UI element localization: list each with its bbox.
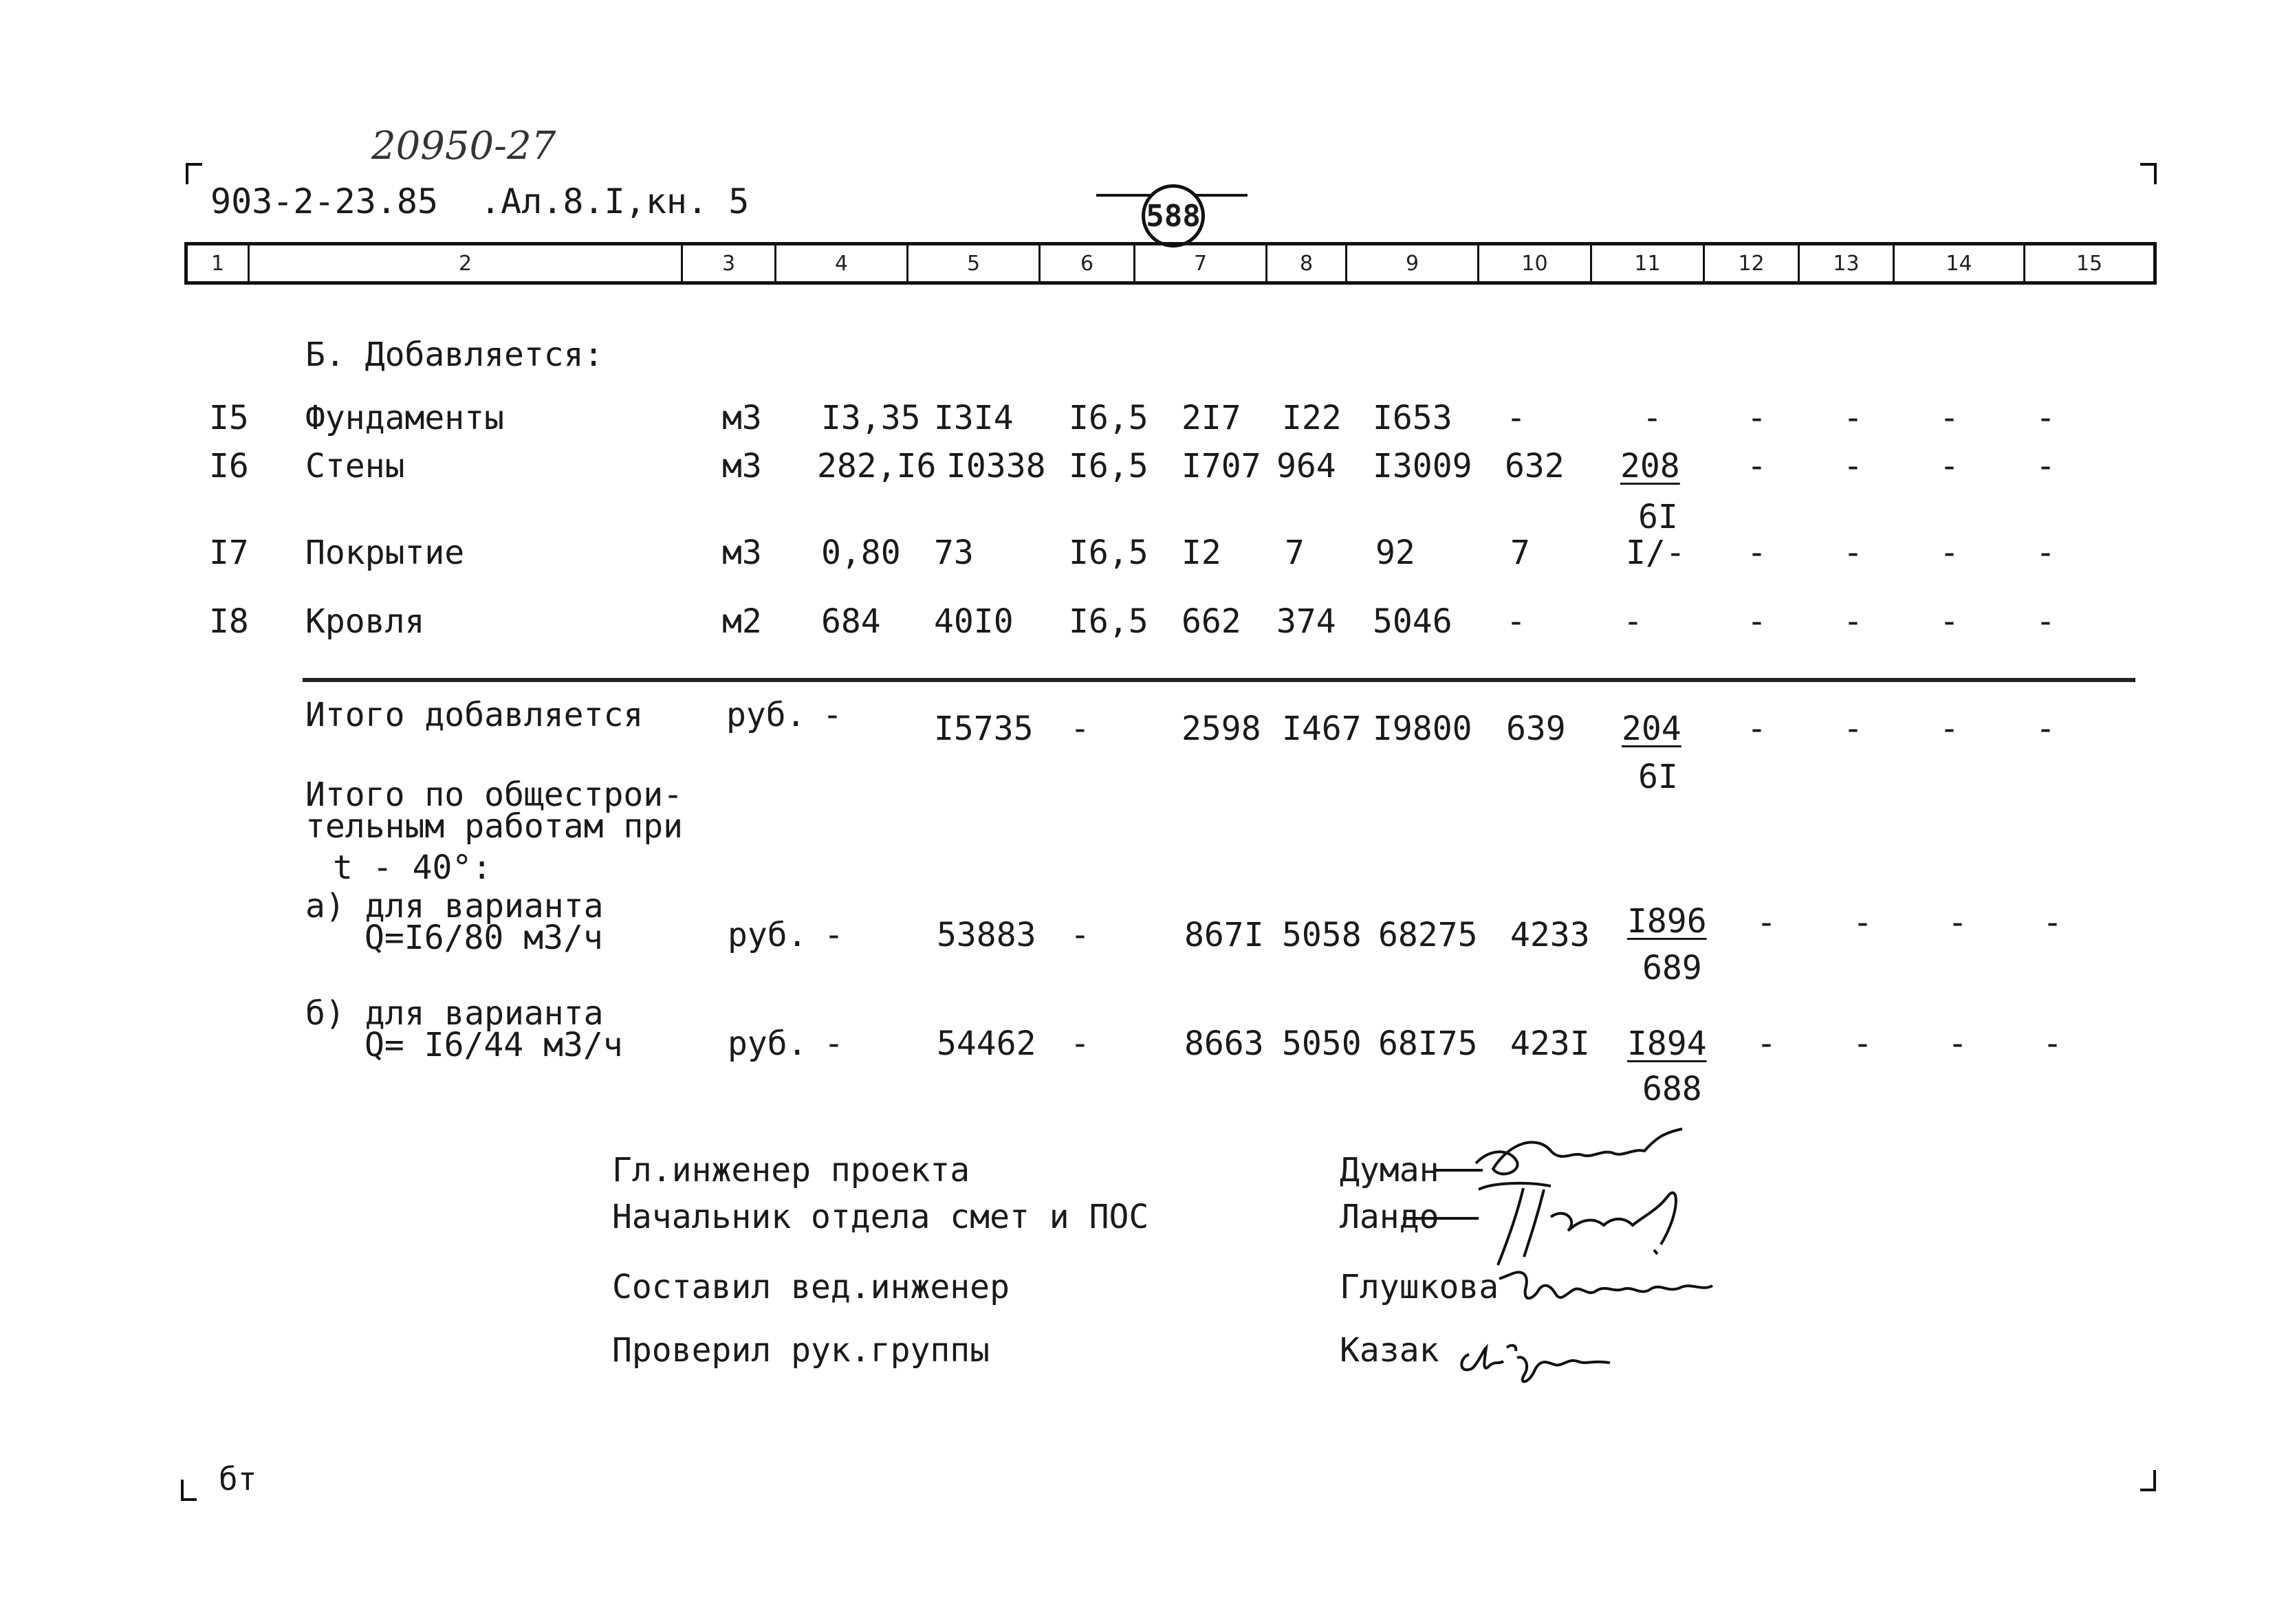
cell-col8: 5058 [1282,916,1362,954]
section-title: Б. Добавляется: [305,336,604,374]
column-number: 6 [1041,245,1135,281]
row-number: I6 [209,447,249,485]
cell-col11-numerator: I894 [1627,1024,1707,1063]
column-number: 7 [1135,245,1267,281]
cell-col6: - [1070,916,1090,954]
row-name: Кровля [305,602,425,641]
cell-col10: 632 [1505,447,1565,485]
cell-col8: I22 [1282,399,1342,437]
cell-col4: 684 [821,602,881,641]
signature-name: Ландо [1340,1198,1439,1236]
cell-col15: - [2036,534,2056,572]
cell-col6: - [1070,1024,1090,1063]
cell-col11: - [1623,602,1643,641]
cell-col10: - [1506,602,1526,641]
cell-col8: I467 [1282,710,1362,748]
document-code: 903-2-23.85 [210,182,439,221]
cell-col7: 662 [1182,602,1241,641]
cell-col14: - [1939,447,1959,485]
document-part: .Ал.8.I,кн. 5 [480,182,750,221]
total-general-line1: Итого по общестрои- [305,776,684,814]
cell-col11-denominator: 689 [1642,949,1702,987]
cell-col11-numerator: 204 [1622,710,1681,748]
cell-col11: I/- [1626,534,1686,572]
cell-col11-denominator: 688 [1642,1070,1702,1108]
cell-col6: I6,5 [1069,399,1149,437]
cell-col4: 0,80 [821,534,901,572]
cell-col4: - [824,916,844,954]
cell-col11-denominator: 6I [1638,758,1678,796]
cell-col5: 40I0 [934,602,1014,641]
column-number: 10 [1479,245,1592,281]
cell-col14: - [1939,710,1959,748]
cell-col14: - [1939,534,1959,572]
total-general-line3: t - 40°: [333,848,492,887]
signature-title: Гл.инженер проекта [612,1151,970,1189]
cell-col7: 2I7 [1182,399,1241,437]
signature-name: Казак [1340,1331,1439,1370]
cell-col12: - [1747,534,1767,572]
cell-col6: - [1070,710,1090,748]
cell-col9: 92 [1375,534,1415,572]
column-number: 8 [1267,245,1347,281]
signature-title: Начальник отдела смет и ПОС [612,1198,1149,1236]
cell-col9: I3009 [1373,447,1472,485]
cell-col6: I6,5 [1069,602,1149,641]
cell-col10: - [1506,399,1526,437]
cell-col11-denominator: 6I [1638,498,1678,536]
cell-col14: - [1948,1024,1968,1063]
cell-unit: руб. [728,916,807,954]
cell-col10: 423I [1510,1024,1590,1063]
cell-unit: м3 [722,534,762,572]
corner-mark-bottom-right [2139,1469,2157,1492]
corner-mark-bottom-left [180,1478,198,1502]
column-number: 15 [2076,251,2103,276]
cell-col7: 2598 [1182,710,1261,748]
column-number: 3 [683,245,776,281]
signature-title: Проверил рук.группы [612,1331,990,1370]
column-number: 9 [1347,245,1479,281]
cell-col12: - [1756,1024,1776,1063]
cell-col4: - [823,696,842,734]
variant-a-line1: а) для варианта [305,887,604,925]
total-general-line2: тельным работам при [305,807,684,846]
variant-b-line1: б) для варианта [305,994,604,1033]
signature-name: Думан [1340,1151,1439,1189]
column-number: 12 [1705,245,1800,281]
section-divider [303,678,2135,682]
cell-col8: 5050 [1282,1024,1362,1063]
cell-col5: 54462 [937,1024,1036,1063]
cell-col5: I3I4 [934,399,1014,437]
cell-col11: - [1642,399,1662,437]
cell-col4: I3,35 [821,399,921,437]
cell-col9: 5046 [1373,602,1452,641]
cell-col9: I653 [1373,399,1452,437]
footer-code: бт [219,1460,257,1497]
variant-a-line2: Q=I6/80 м3/ч [364,919,603,957]
row-name: Стены [305,447,405,485]
cell-col15: - [2036,602,2056,641]
cell-col4: - [824,1024,844,1063]
cell-col5: 73 [934,534,974,572]
cell-unit: м2 [722,602,762,641]
handwritten-code: 20950-27 [371,124,556,168]
cell-col15: - [2036,710,2056,748]
cell-col10: 639 [1506,710,1566,748]
cell-col10: 4233 [1510,916,1590,954]
cell-col5: I0338 [946,447,1046,485]
cell-col5: I5735 [934,710,1034,748]
cell-unit: м3 [722,399,762,437]
column-number: 4 [776,245,908,281]
cell-col9: I9800 [1373,710,1472,748]
variant-b-line2: Q= I6/44 м3/ч [364,1026,623,1064]
cell-col14: - [1939,602,1959,641]
cell-col15: - [2043,1024,2062,1063]
row-number: I5 [209,399,249,437]
cell-col6: I6,5 [1069,447,1149,485]
column-number: 14 [1895,245,2025,281]
cell-col12: - [1756,903,1776,942]
cell-col13: - [1853,1024,1873,1063]
cell-col15: - [2043,903,2062,942]
cell-col11-numerator: I896 [1627,902,1707,941]
column-number-strip [184,242,2157,285]
cell-col6: I6,5 [1069,534,1149,572]
cell-col13: - [1843,447,1863,485]
corner-mark-top-left [186,162,204,186]
handwritten-signature-icon [1492,1251,1719,1313]
cell-col7: 867I [1184,916,1264,954]
row-name: Фундаменты [305,399,504,437]
cell-col13: - [1843,399,1863,437]
column-number: 5 [908,245,1041,281]
column-number: 1 [188,245,250,281]
column-number: 13 [1800,245,1895,281]
handwritten-signature-icon [1455,1327,1620,1396]
cell-col9: 68I75 [1378,1024,1478,1063]
row-number: I7 [209,534,249,572]
cell-col13: - [1843,710,1863,748]
cell-unit: руб. [726,696,806,734]
cell-col8: 374 [1276,602,1336,641]
signature-title: Составил вед.инженер [612,1268,1010,1306]
cell-col12: - [1747,710,1767,748]
signature-name: Глушкова [1340,1268,1499,1306]
cell-col12: - [1747,447,1767,485]
cell-col13: - [1843,602,1863,641]
total-added-label: Итого добавляется [305,696,644,734]
cell-col9: 68275 [1378,916,1478,954]
cell-col4: 282,I6 [817,447,937,485]
cell-col8: 964 [1276,447,1336,485]
cell-unit: руб. [728,1024,807,1063]
cell-col10: 7 [1510,534,1530,572]
cell-col11-numerator: 208 [1620,447,1680,485]
page-number: 588 [1142,184,1205,248]
row-number: I8 [209,602,249,641]
corner-mark-top-right [2139,162,2157,186]
cell-col14: - [1948,903,1968,942]
column-number: 11 [1592,245,1705,281]
cell-col12: - [1747,399,1767,437]
cell-col15: - [2036,447,2056,485]
cell-col7: I707 [1182,447,1261,485]
cell-col8: 7 [1285,534,1305,572]
cell-col12: - [1747,602,1767,641]
cell-col14: - [1939,399,1959,437]
cell-col7: I2 [1182,534,1221,572]
row-name: Покрытие [305,534,465,572]
cell-unit: м3 [722,447,762,485]
cell-col13: - [1843,534,1863,572]
cell-col15: - [2036,399,2056,437]
cell-col13: - [1853,903,1873,942]
column-number: 2 [250,245,683,281]
cell-col5: 53883 [937,916,1036,954]
cell-col7: 8663 [1184,1024,1264,1063]
